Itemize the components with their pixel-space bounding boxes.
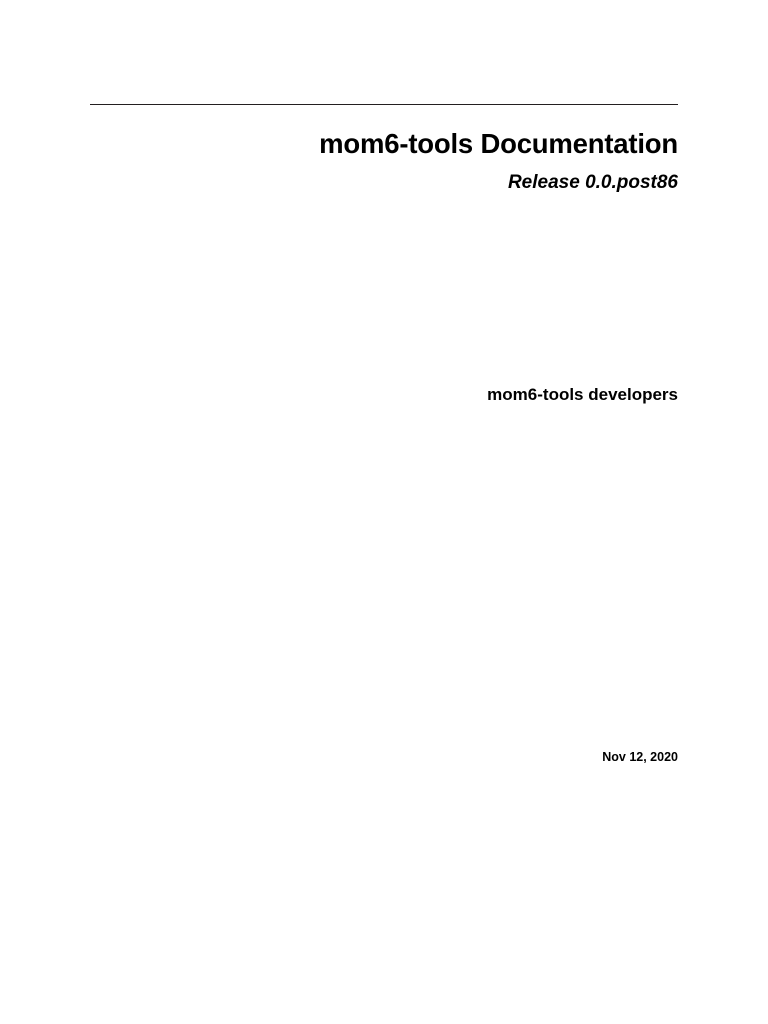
document-release: Release 0.0.post86 — [507, 171, 678, 193]
title-block — [90, 128, 678, 194]
title-divider — [90, 104, 678, 105]
document-date: Nov 12, 2020 — [602, 750, 678, 764]
document-title: mom6-tools Documentation — [319, 128, 678, 159]
document-authors: mom6-tools developers — [487, 385, 678, 404]
